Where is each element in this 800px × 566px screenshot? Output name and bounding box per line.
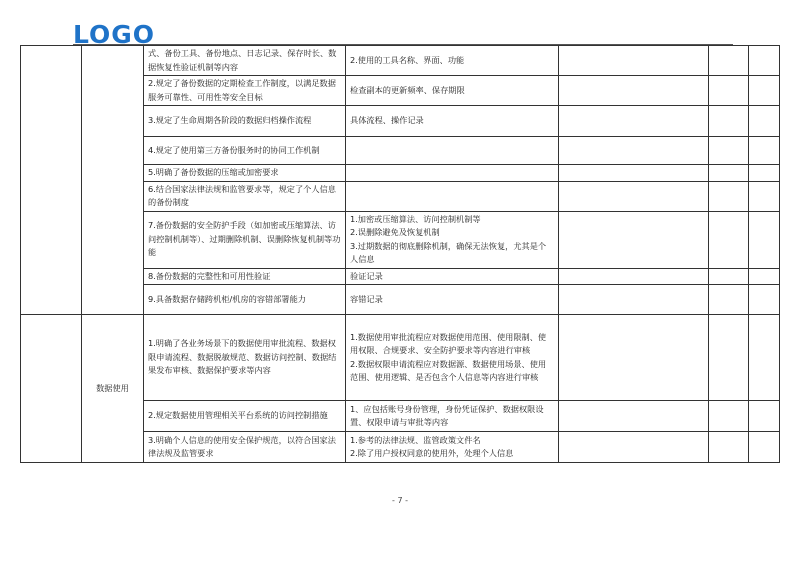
evidence-cell xyxy=(346,211,559,268)
blank-cell xyxy=(749,285,780,315)
blank-cell xyxy=(559,285,709,315)
evidence-cell xyxy=(346,401,559,432)
blank-cell xyxy=(749,137,780,165)
blank-cell xyxy=(709,432,749,463)
evidence-line: 具体流程、操作记录 xyxy=(350,115,424,126)
blank-cell xyxy=(749,181,780,211)
blank-cell xyxy=(749,46,780,76)
requirement-cell: 2.规定了备份数据的定期检查工作制度，以满足数据服务可靠性、可用性等安全目标 xyxy=(144,76,346,106)
evidence-cell xyxy=(346,285,559,315)
evidence-cell xyxy=(346,137,559,165)
table-row xyxy=(21,46,780,76)
evidence-line: 检查副本的更新频率、保存期限 xyxy=(350,84,465,95)
blank-cell xyxy=(709,137,749,165)
blank-cell xyxy=(709,268,749,285)
subcategory-cell xyxy=(82,46,144,315)
evidence-line: 2.数据权限申请流程应对数据源、数据使用场景、使用范围、使用逻辑、是否包含个人信息等内容进行审核 xyxy=(350,358,547,382)
requirement-cell: 9.具备数据存储跨机柜/机房的容错部署能力 xyxy=(144,285,346,315)
evidence-line: 2.除了用户授权同意的使用外，处理个人信息 xyxy=(350,448,514,458)
blank-cell xyxy=(559,268,709,285)
evidence-cell xyxy=(346,46,559,76)
blank-cell xyxy=(749,211,780,268)
blank-cell xyxy=(749,432,780,463)
blank-cell xyxy=(559,211,709,268)
evidence-line: 1.数据使用审批流程应对数据使用范围、使用限制、使用权限、合规要求、安全防护要求等内容进行审核 xyxy=(350,331,547,355)
evidence-cell xyxy=(346,181,559,211)
evidence-cell xyxy=(346,106,559,137)
blank-cell xyxy=(709,46,749,76)
evidence-line: 1、应包括账号身份管理，身份凭证保护、数据权限设置、权限申请与审批等内容 xyxy=(350,403,544,427)
assessment-table xyxy=(20,45,780,463)
blank-cell xyxy=(749,106,780,137)
evidence-cell xyxy=(346,432,559,463)
evidence-line: 3.过期数据的彻底删除机制，确保无法恢复，尤其是个人信息 xyxy=(350,240,547,264)
requirement-cell: 3.规定了生命周期各阶段的数据归档操作流程 xyxy=(144,106,346,137)
blank-cell xyxy=(559,401,709,432)
requirement-cell: 2.规定数据使用管理相关平台系统的访问控制措施 xyxy=(144,401,346,432)
evidence-line: 容错记录 xyxy=(350,293,383,304)
blank-cell xyxy=(559,432,709,463)
requirement-cell: 5.明确了备份数据的压缩或加密要求 xyxy=(144,165,346,182)
evidence-cell xyxy=(346,165,559,182)
blank-cell xyxy=(559,315,709,401)
blank-cell xyxy=(709,165,749,182)
blank-cell xyxy=(559,46,709,76)
blank-cell xyxy=(559,106,709,137)
requirement-cell: 1.明确了各业务场景下的数据使用审批流程、数据权限申请流程、数据脱敏规范、数据访问控制、数据结果发布审核、数据保护要求等内容 xyxy=(144,315,346,401)
evidence-cell xyxy=(346,268,559,285)
blank-cell xyxy=(709,76,749,106)
category-cell xyxy=(21,315,82,463)
blank-cell xyxy=(559,137,709,165)
evidence-line: 1.加密或压缩算法、访问控制机制等 xyxy=(350,213,481,224)
evidence-cell xyxy=(346,315,559,401)
table-row xyxy=(21,315,780,401)
blank-cell xyxy=(559,76,709,106)
blank-cell xyxy=(709,285,749,315)
requirement-cell: 7.备份数据的安全防护手段（如加密或压缩算法、访问控制机制等）、过期删除机制、误删除恢复机制等功能 xyxy=(144,211,346,268)
blank-cell xyxy=(749,76,780,106)
blank-cell xyxy=(749,401,780,432)
blank-cell xyxy=(709,401,749,432)
blank-cell xyxy=(709,106,749,137)
evidence-line: 验证记录 xyxy=(350,270,383,281)
blank-cell xyxy=(749,268,780,285)
company-logo: LOGO xyxy=(73,20,156,49)
evidence-line: 2.误删除避免及恢复机制 xyxy=(350,227,440,237)
requirement-cell: 8.备份数据的完整性和可用性验证 xyxy=(144,268,346,285)
blank-cell xyxy=(709,181,749,211)
page-number: - 7 - xyxy=(392,496,408,505)
requirement-cell: 3.明确个人信息的使用安全保护规范，以符合国家法律法规及监管要求 xyxy=(144,432,346,463)
evidence-cell xyxy=(346,76,559,106)
subcategory-label-data-use: 数据使用 xyxy=(82,315,144,463)
blank-cell xyxy=(749,165,780,182)
requirement-cell: 式、备份工具、备份地点、日志记录、保存时长、数据恢复性验证机制等内容 xyxy=(144,46,346,76)
requirement-cell: 6.结合国家法律法规和监管要求等，规定了个人信息的备份制度 xyxy=(144,181,346,211)
blank-cell xyxy=(749,315,780,401)
evidence-line: 1.参考的法律法规、监管政策文件名 xyxy=(350,434,481,445)
requirement-cell: 4.规定了使用第三方备份服务时的协同工作机制 xyxy=(144,137,346,165)
category-cell xyxy=(21,46,82,315)
blank-cell xyxy=(709,211,749,268)
blank-cell xyxy=(559,165,709,182)
blank-cell xyxy=(709,315,749,401)
blank-cell xyxy=(559,181,709,211)
evidence-line: 2.使用的工具名称、界面、功能 xyxy=(350,54,465,65)
